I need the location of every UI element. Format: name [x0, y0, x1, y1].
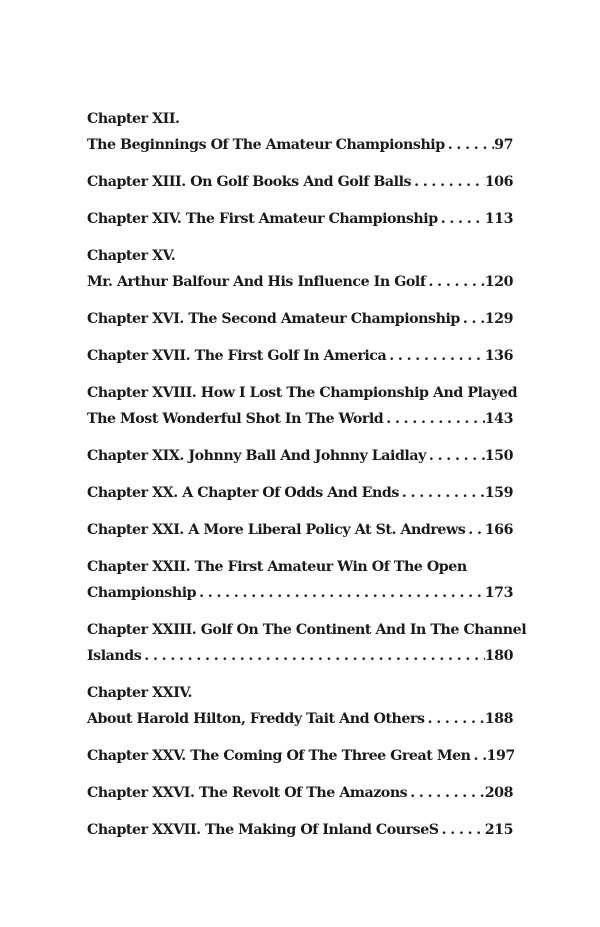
page-number: 180 — [484, 648, 513, 664]
toc-line — [87, 643, 513, 669]
dot-leader — [460, 306, 485, 332]
toc-line — [87, 554, 513, 580]
chapter-title: About Harold Hilton, Freddy Tait And Others — [87, 711, 425, 727]
toc-line — [87, 480, 513, 506]
toc-line — [87, 380, 518, 406]
dot-leader — [471, 743, 487, 769]
chapter-title: Chapter XXVII. The Making Of Inland CourseS — [87, 822, 439, 838]
chapter-title: The Beginnings Of The Amateur Championship — [87, 137, 445, 153]
chapter-title: Chapter XXIV. — [87, 685, 192, 701]
toc-line — [87, 443, 513, 469]
toc-entry — [87, 106, 513, 158]
page-number: 136 — [484, 348, 513, 364]
page-number: 113 — [484, 211, 513, 227]
toc-entry — [87, 206, 513, 232]
chapter-title: Chapter XVI. The Second Amateur Championship — [87, 311, 460, 327]
page-number: 166 — [484, 522, 513, 538]
chapter-title: Chapter XVII. The First Golf In America — [87, 348, 387, 364]
dot-leader — [386, 343, 485, 369]
chapter-title: Chapter XIV. The First Amateur Championship — [87, 211, 438, 227]
toc-line — [87, 743, 513, 769]
page-number: 97 — [494, 137, 513, 153]
dot-leader — [438, 206, 485, 232]
dot-leader — [445, 132, 494, 158]
chapter-title: Championship — [87, 585, 197, 601]
page-number: 143 — [484, 411, 513, 427]
chapter-title: The Most Wonderful Shot In The World — [87, 411, 384, 427]
chapter-title: Chapter XXV. The Coming Of The Three Great Men — [87, 748, 471, 764]
table-of-contents — [87, 106, 527, 854]
toc-line — [87, 517, 513, 543]
toc-line — [87, 706, 513, 732]
toc-entry — [87, 680, 513, 732]
page-number: 197 — [486, 748, 515, 764]
dot-leader — [425, 269, 484, 295]
chapter-title: Chapter XIX. Johnny Ball And Johnny Laidlay — [87, 448, 426, 464]
page-number: 129 — [484, 311, 513, 327]
page-number: 106 — [484, 174, 513, 190]
page-number: 215 — [484, 822, 513, 838]
dot-leader — [383, 406, 484, 432]
page-number: 150 — [484, 448, 513, 464]
toc-entry — [87, 306, 513, 332]
toc-entry — [87, 817, 513, 843]
toc-line — [87, 406, 513, 432]
chapter-title: Chapter XXII. The First Amateur Win Of The Open — [87, 559, 467, 575]
dot-leader — [426, 443, 485, 469]
dot-leader — [411, 169, 485, 195]
toc-line — [87, 343, 513, 369]
toc-line — [87, 780, 513, 806]
chapter-title: Islands — [87, 648, 142, 664]
toc-entry — [87, 243, 513, 295]
toc-entry — [87, 480, 513, 506]
page-number: 173 — [484, 585, 513, 601]
chapter-title: Chapter XXI. A More Liberal Policy At St. Andrews — [87, 522, 466, 538]
toc-line — [87, 206, 513, 232]
dot-leader — [141, 643, 484, 669]
chapter-title: Chapter XII. — [87, 111, 180, 127]
toc-line — [87, 106, 513, 132]
toc-line — [87, 269, 513, 295]
toc-entry — [87, 780, 513, 806]
chapter-title: Chapter XXIII. Golf On The Continent And In The Channel — [87, 622, 527, 638]
dot-leader — [196, 580, 485, 606]
toc-entry — [87, 343, 513, 369]
chapter-title: Chapter XXVI. The Revolt Of The Amazons — [87, 785, 408, 801]
chapter-title: Mr. Arthur Balfour And His Influence In Golf — [87, 274, 426, 290]
toc-entry — [87, 743, 513, 769]
toc-line — [87, 617, 527, 643]
toc-entry — [87, 169, 513, 195]
dot-leader — [465, 517, 484, 543]
toc-entry — [87, 617, 527, 669]
toc-line — [87, 817, 513, 843]
toc-line — [87, 580, 513, 606]
chapter-title: Chapter XVIII. How I Lost The Championship And Played — [87, 385, 518, 401]
toc-entry — [87, 380, 518, 432]
dot-leader — [425, 706, 485, 732]
toc-line — [87, 306, 513, 332]
page-number: 188 — [484, 711, 513, 727]
page-number: 120 — [484, 274, 513, 290]
chapter-title: Chapter XV. — [87, 248, 176, 264]
toc-line — [87, 243, 513, 269]
toc-line — [87, 132, 513, 158]
toc-entry — [87, 443, 513, 469]
chapter-title: Chapter XIII. On Golf Books And Golf Balls — [87, 174, 412, 190]
toc-line — [87, 169, 513, 195]
dot-leader — [399, 480, 485, 506]
chapter-title: Chapter XX. A Chapter Of Odds And Ends — [87, 485, 399, 501]
toc-entry — [87, 554, 513, 606]
page-number: 159 — [484, 485, 513, 501]
page-number: 208 — [484, 785, 513, 801]
dot-leader — [439, 817, 485, 843]
toc-line — [87, 680, 513, 706]
toc-entry — [87, 517, 513, 543]
dot-leader — [407, 780, 485, 806]
